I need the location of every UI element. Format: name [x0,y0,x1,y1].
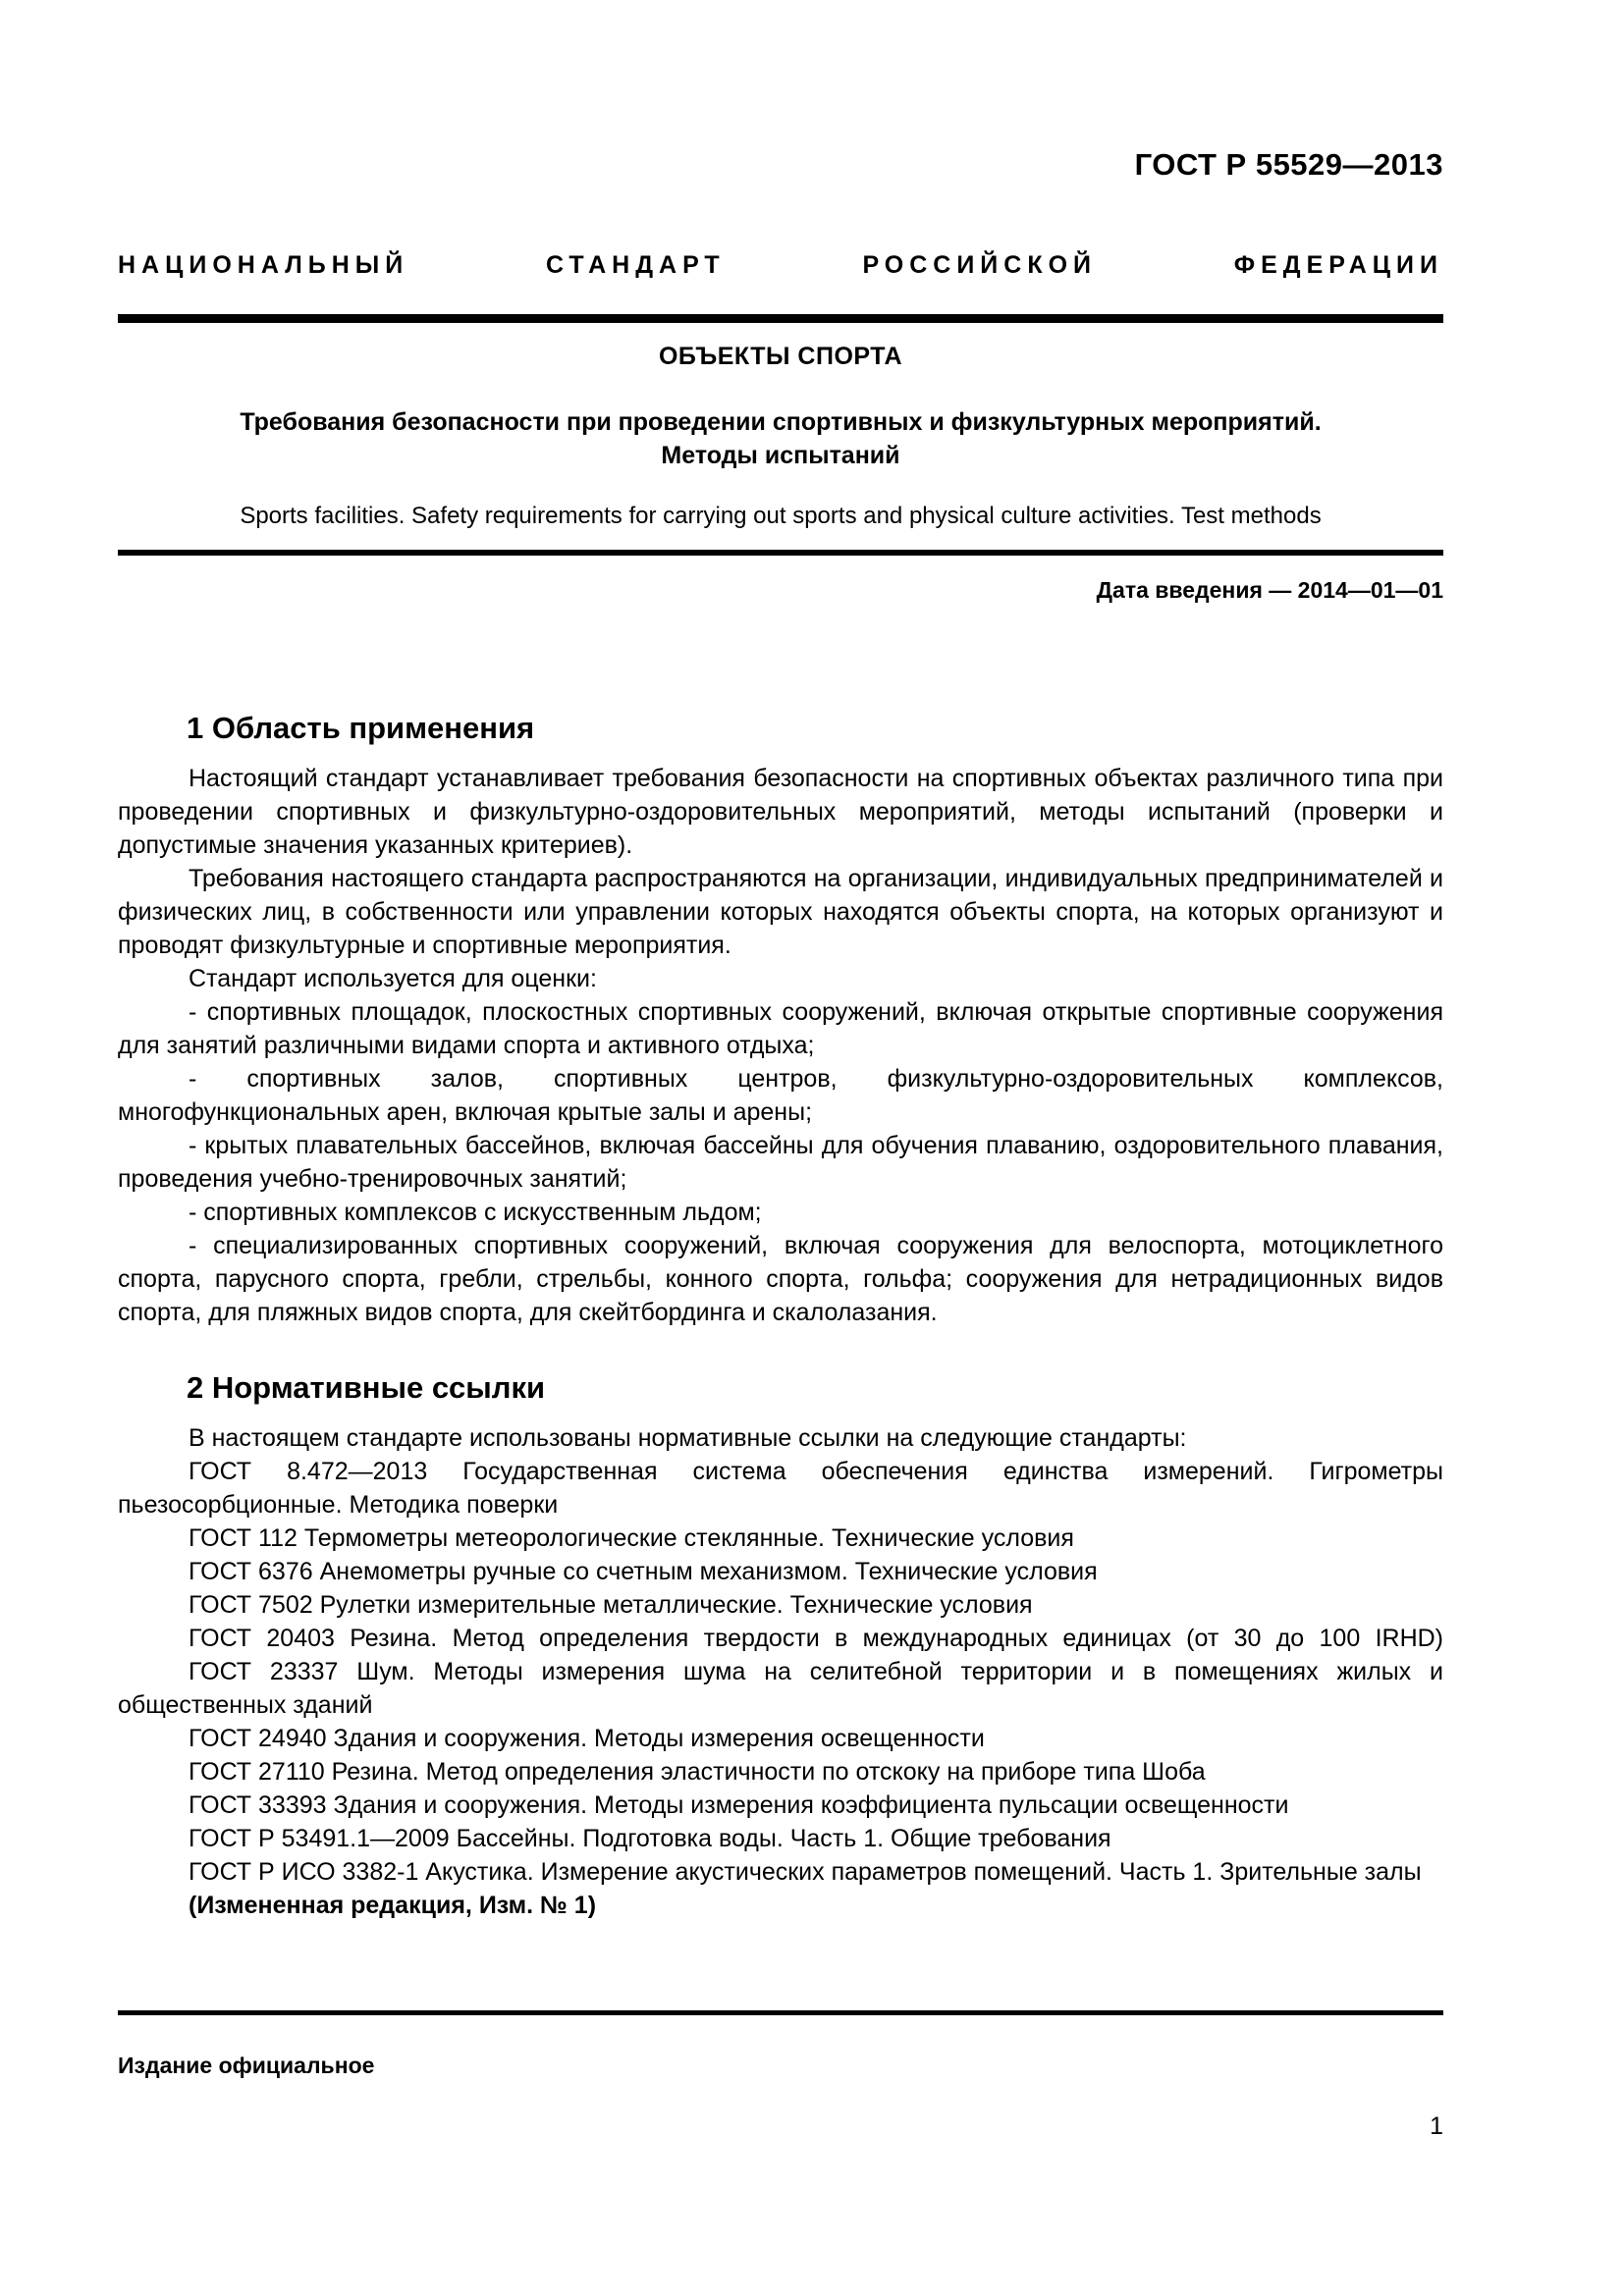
document-page [118,0,1443,2296]
page-number: 1 [1430,2112,1443,2140]
reference-item: ГОСТ 112 Термометры метеорологические стеклянные. Технические условия [189,1524,1074,1552]
reference-item: ГОСТ 8.472—2013 Государственная система обеспечения единства измерений. Гигрометры пьезосорбционные. Методика поверки [118,1458,1443,1519]
reference-item: ГОСТ 6376 Анемометры ручные со счетным механизмом. Технические условия [189,1558,1098,1585]
list-item: - спортивных залов, спортивных центров, физкультурно-оздоровительных комплексов, многофункциональных арен, включая крытые залы и арены; [118,1065,1443,1126]
document-title: ОБЪЕКТЫ СПОРТА [658,343,902,370]
section-2-body [118,1421,1443,1922]
list-item: - спортивных площадок, плоскостных спортивных сооружений, включая открытые спортивные сооружения для занятий различными видами спорта и активного отдыха; [118,998,1443,1059]
list-item: - специализированных спортивных сооружений, включая сооружения для велоспорта, мотоциклетного спорта, парусного спорта, гребли, стрельбы, конного спорта, гольфа; сооружения для нетрадиционных видов спорта, для пляжных видов спорта, для скейтбординга и скалолазания. [118,1232,1443,1326]
section-1-body [118,762,1443,1329]
subtitle-line-1: Требования безопасности при проведении спортивных и физкультурных мероприятий. [240,408,1322,436]
english-title: Sports facilities. Safety requirements for carrying out sports and physical culture activities. Test methods [240,503,1322,529]
amendment-note: (Измененная редакция, Изм. № 1) [189,1892,597,1919]
official-edition-label: Издание официальное [118,2053,375,2078]
reference-item: ГОСТ 7502 Рулетки измерительные металлические. Технические условия [189,1591,1033,1619]
introduction-date: Дата введения — 2014—01—01 [1096,577,1443,603]
section-1-title: 1 Область применения [187,711,535,745]
document-subtitle [118,405,1443,472]
footer-rule [118,2010,1443,2015]
reference-item: ГОСТ 27110 Резина. Метод определения эластичности по отскоку на приборе типа Шоба [189,1758,1206,1786]
subtitle-line-2: Методы испытаний [661,442,900,469]
reference-item: ГОСТ 33393 Здания и сооружения. Методы измерения коэффициента пульсации освещенности [189,1791,1289,1819]
reference-item: ГОСТ 24940 Здания и сооружения. Методы измерения освещенности [189,1725,985,1752]
reference-item: ГОСТ 20403 Резина. Метод определения твердости в международных единицах (от 30 до 100 IRHD) [189,1625,1443,1652]
paragraph: Требования настоящего стандарта распространяются на организации, индивидуальных предпринимателей и физических лиц, в собственности или управлении которых находятся объекты спорта, на которых организуют и проводят физкультурные и спортивные мероприятия. [118,865,1443,959]
reference-item: ГОСТ 23337 Шум. Методы измерения шума на селитебной территории и в помещениях жилых и общественных зданий [118,1658,1443,1719]
section-2-title: 2 Нормативные ссылки [187,1370,546,1405]
reference-item: ГОСТ Р 53491.1—2009 Бассейны. Подготовка воды. Часть 1. Общие требования [189,1825,1111,1852]
paragraph: В настоящем стандарте использованы нормативные ссылки на следующие стандарты: [189,1424,1187,1452]
paragraph: Стандарт используется для оценки: [189,965,597,992]
reference-item: ГОСТ Р ИСО 3382-1 Акустика. Измерение акустических параметров помещений. Часть 1. Зрительные залы [189,1858,1422,1886]
paragraph: Настоящий стандарт устанавливает требования безопасности на спортивных объектах различного типа при проведении спортивных и физкультурно-оздоровительных мероприятий, методы испытаний (проверки и допустимые значения указанных критериев). [118,765,1443,859]
title-rule [118,550,1443,556]
top-rule [118,314,1443,323]
list-item: - крытых плавательных бассейнов, включая бассейны для обучения плаванию, оздоровительного плавания, проведения учебно-тренировочных занятий; [118,1132,1443,1193]
national-standard-heading: НАЦИОНАЛЬНЫЙ СТАНДАРТ РОССИЙСКОЙ ФЕДЕРАЦИИ [118,251,1443,279]
list-item: - спортивных комплексов с искусственным льдом; [189,1199,762,1226]
document-number: ГОСТ Р 55529—2013 [1134,147,1443,182]
